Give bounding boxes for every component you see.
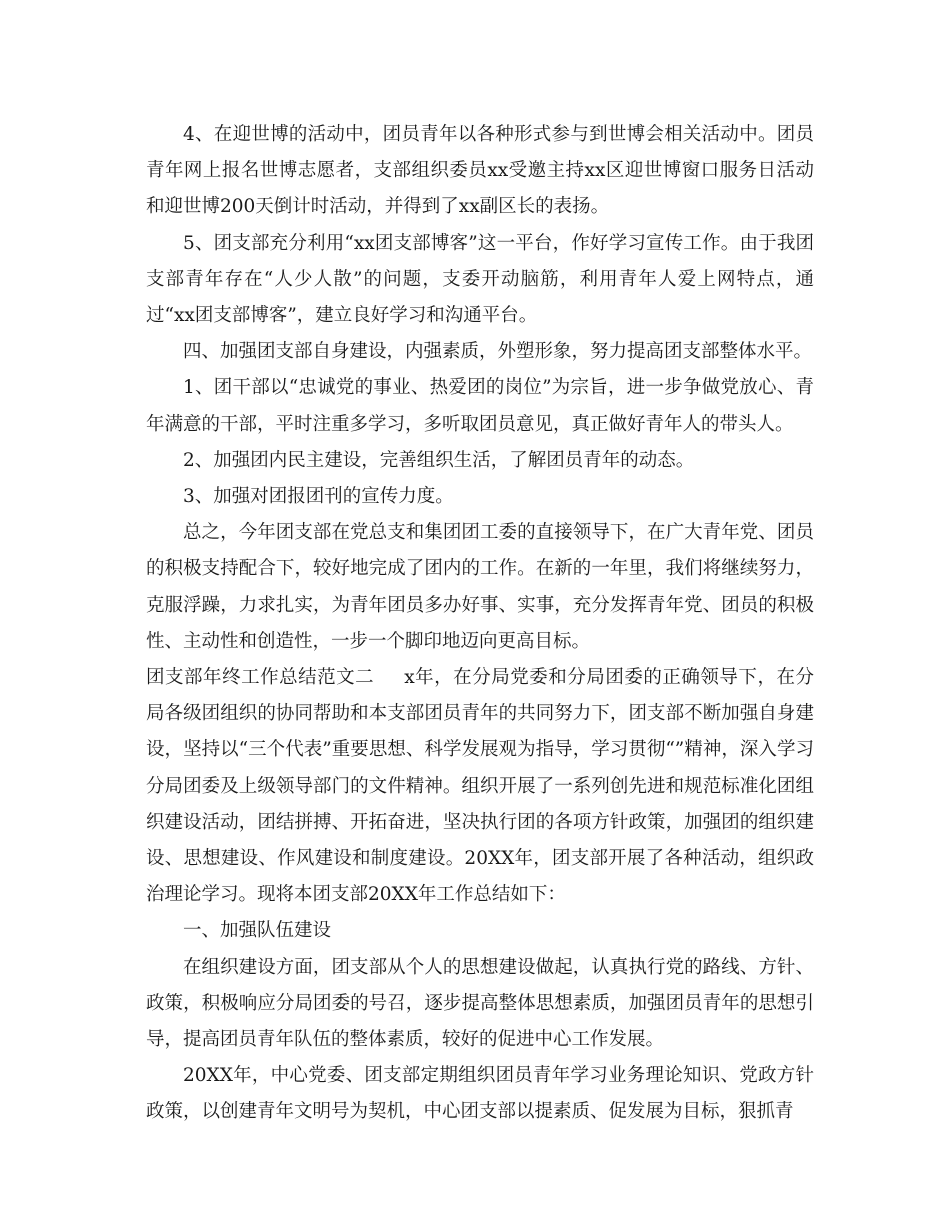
section-two-heading: 团支部年终工作总结范文二	[146, 667, 375, 689]
paragraph-point-1: 1、团干部以“忠诚党的事业、热爱团的岗位”为宗旨，进一步争做党放心、青年满意的干部，平时注重多学习，多听取团员意见，真正做好青年人的带头人。	[146, 377, 814, 435]
paragraph-study: 20XX年，中心党委、团支部定期组织团员青年学习业务理论知识、党政方针政策，以创建青年文明号为契机，中心团支部以提素质、促发展为目标，狠抓青	[146, 1065, 814, 1123]
paragraph-organization: 在组织建设方面，团支部从个人的思想建设做起，认真执行党的路线、方针、政策，积极响应分局团委的号召，逐步提高整体思想素质，加强团员青年的思想引导，提高团员青年队伍的整体素质，较好的促进中心工作发展。	[146, 956, 814, 1051]
subheading-team-building: 一、加强队伍建设	[183, 920, 332, 942]
paragraph-conclusion: 总之，今年团支部在党总支和集团团工委的直接领导下，在广大青年党、团员的积极支持配合下，较好地完成了团内的工作。在新的一年里，我们将继续努力，克服浮躁，力求扎实，为青年团员多办好事、实事，充分发挥青年党、团员的积极性、主动性和创造性，一步一个脚印地迈向更高目标。	[146, 522, 814, 652]
paragraph-point-3: 3、加强对团报团刊的宣传力度。	[183, 486, 454, 508]
section-two-lead: x年，在分局党委和分局团委的正确领导下，在分局各级团组织的协同帮助和本支部团员青年的共同努力下，团支部不断加强自身建设，坚持以“三个代表”重要思想、科学发展观为指导，学习贯彻“”精神，深入学习分局团委及上级领导部门的文件精神。组织开展了一系列创先进和规范标准化团组织建设活动，团结拼搏、开拓奋进，坚决执行团的各项方针政策，加强团的组织建设、思想建设、作风建设和制度建设。20XX年，团支部开展了各种活动，组织政治理论学习。现将本团支部20XX年工作总结如下：	[146, 667, 814, 906]
paragraph-section-4-heading: 四、加强团支部自身建设，内强素质，外塑形象，努力提高团支部整体水平。	[183, 341, 813, 363]
paragraph-item-4: 4、在迎世博的活动中，团员青年以各种形式参与到世博会相关活动中。团员青年网上报名世博志愿者，支部组织委员xx受邀主持xx区迎世博窗口服务日活动和迎世博200天倒计时活动，并得到了xx副区长的表扬。	[146, 124, 814, 218]
paragraph-point-2: 2、加强团内民主建设，完善组织生活，了解团员青年的动态。	[183, 449, 695, 471]
section-two-paragraph	[146, 660, 814, 913]
paragraph-item-5: 5、团支部充分利用“xx团支部博客”这一平台，作好学习宣传工作。由于我团支部青年存在“人少人散”的问题，支委开动脑筋，利用青年人爱上网特点，通过“xx团支部博客”，建立良好学习和沟通平台。	[146, 232, 814, 327]
document-body	[146, 117, 814, 1131]
